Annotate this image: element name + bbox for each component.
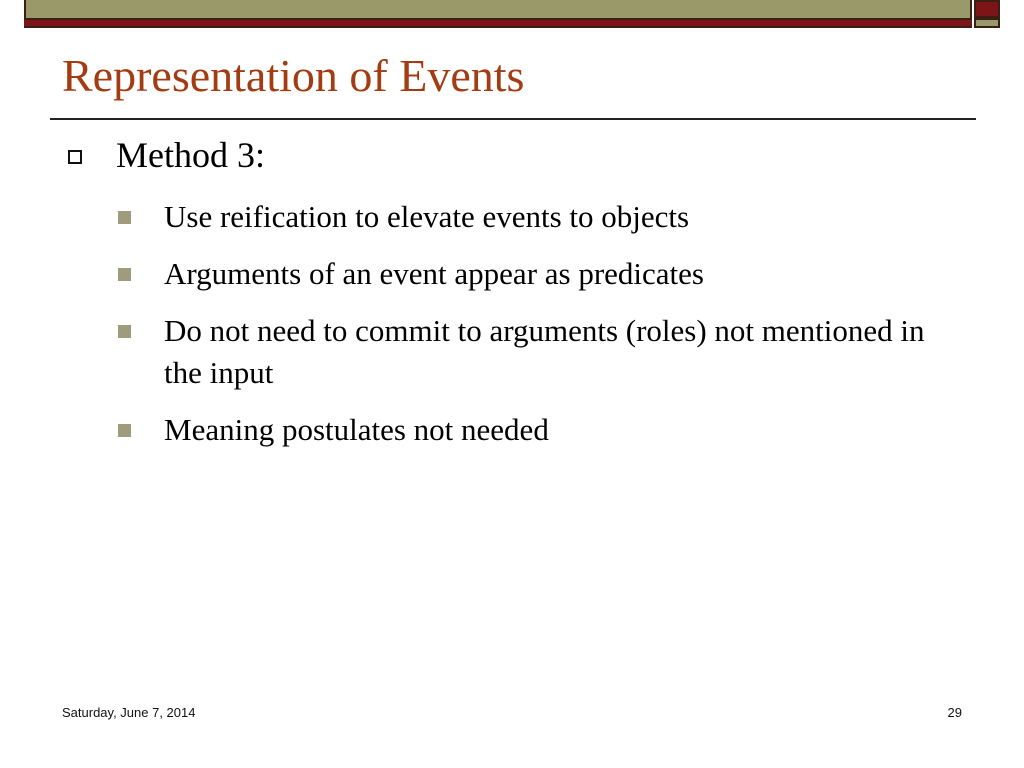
filled-square-bullet-icon — [118, 211, 131, 224]
filled-square-bullet-icon — [118, 424, 131, 437]
sub-bullet-item — [118, 310, 948, 394]
bullet-item — [68, 132, 948, 178]
footer-date: Saturday, June 7, 2014 — [62, 705, 196, 720]
top-decorative-band — [0, 0, 1024, 28]
sub-bullet-item — [118, 196, 948, 238]
sub-bullet-text: Meaning postulates not needed — [164, 412, 549, 447]
band-corner-olive — [974, 18, 1000, 28]
band-maroon-stripe — [24, 18, 972, 28]
band-corner-maroon — [974, 0, 1000, 18]
bullet-list-level2 — [118, 196, 948, 466]
sub-bullet-item — [118, 253, 948, 295]
slide-number: 29 — [947, 705, 962, 720]
sub-bullet-text: Do not need to commit to arguments (roles) not mentioned in the input — [164, 313, 925, 390]
hollow-square-bullet-icon — [68, 150, 82, 164]
sub-bullet-text: Arguments of an event appear as predicates — [164, 256, 704, 291]
bullet-list-level1 — [68, 132, 948, 178]
filled-square-bullet-icon — [118, 268, 131, 281]
title-divider — [50, 118, 976, 120]
sub-bullet-item — [118, 409, 948, 451]
filled-square-bullet-icon — [118, 325, 131, 338]
bullet-text: Method 3: — [116, 135, 265, 175]
sub-bullet-text: Use reification to elevate events to objects — [164, 199, 690, 234]
slide-title: Representation of Events — [62, 50, 525, 101]
band-olive-stripe — [24, 0, 972, 18]
